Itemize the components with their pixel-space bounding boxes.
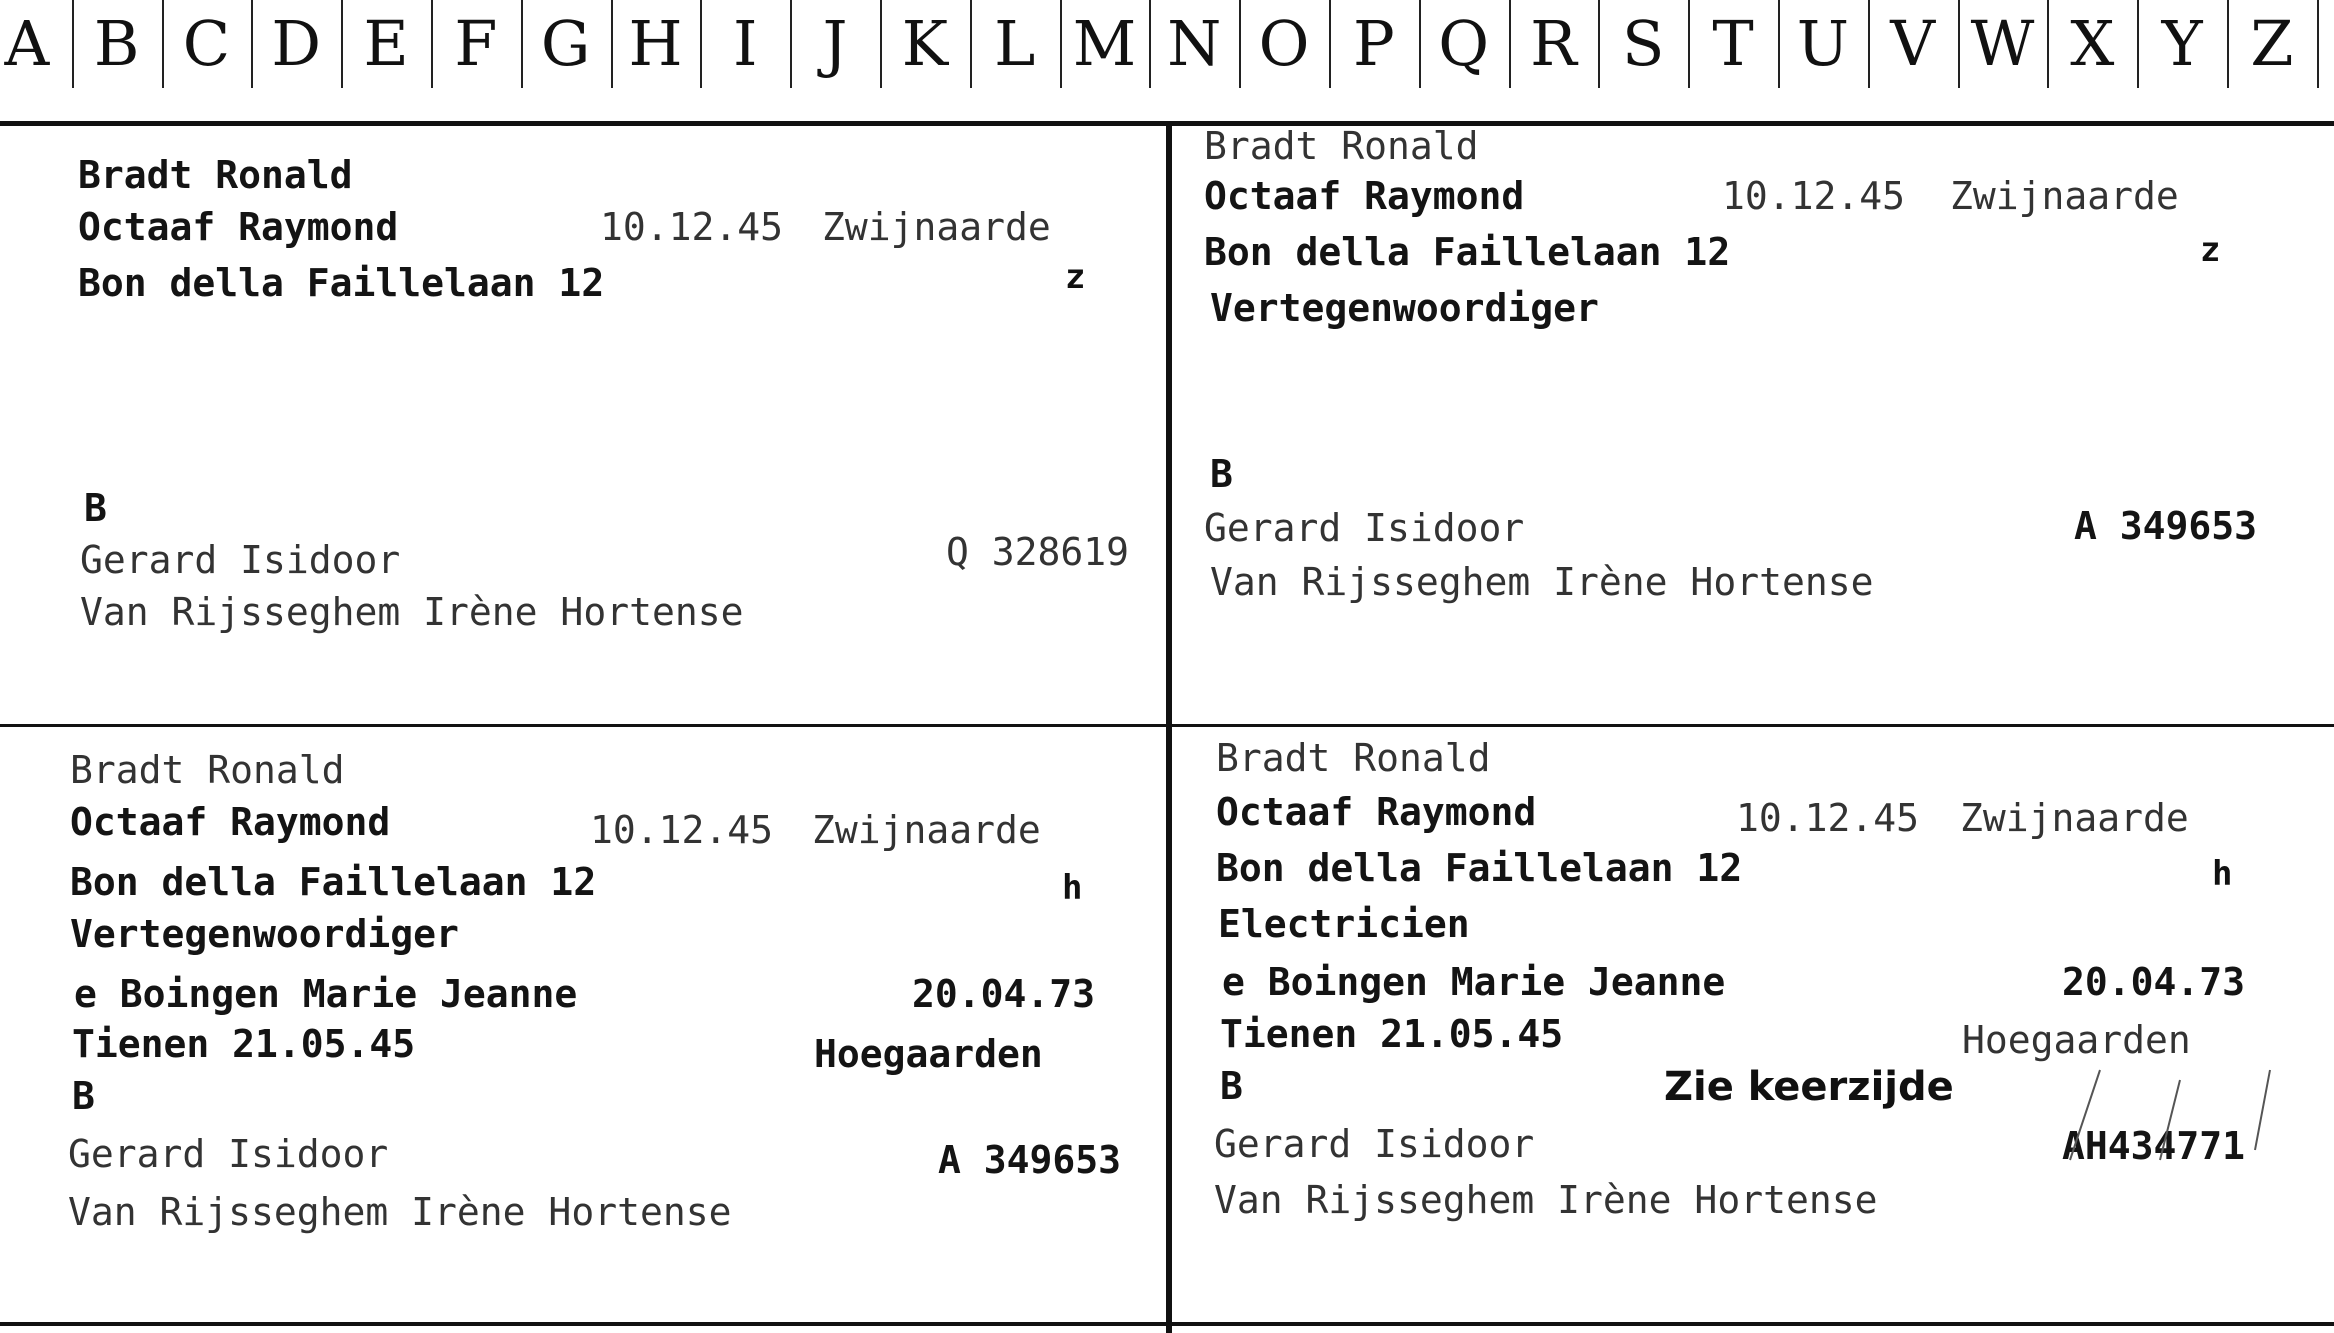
index-letter-h: H	[611, 0, 703, 88]
index-letter-q: Q	[1419, 0, 1511, 88]
profession: Vertegenwoordiger	[70, 912, 459, 956]
given-names: Octaaf Raymond	[70, 800, 391, 844]
birth-date: 10.12.45	[590, 808, 774, 852]
surname: Bradt Ronald	[78, 153, 353, 197]
id-number: A 349653	[938, 1138, 1122, 1182]
surname: Bradt Ronald	[70, 748, 345, 792]
index-letter-a: A	[0, 0, 74, 88]
birth-place: Zwijnaarde	[1960, 796, 2189, 840]
marriage-place: Hoegaarden	[814, 1032, 1043, 1076]
index-letter-o: O	[1239, 0, 1331, 88]
given-names: Octaaf Raymond	[78, 205, 399, 249]
index-letter-b: B	[72, 0, 164, 88]
index-letter-g: G	[521, 0, 613, 88]
index-letter-r: R	[1509, 0, 1601, 88]
index-letter-k: K	[880, 0, 972, 88]
marriage-place: Hoegaarden	[1962, 1018, 2191, 1062]
given-names: Octaaf Raymond	[1216, 790, 1537, 834]
index-letter-p: P	[1329, 0, 1421, 88]
code: B	[72, 1074, 95, 1118]
birth-date: 10.12.45	[1736, 796, 1920, 840]
index-letter-t: T	[1688, 0, 1780, 88]
profession: Vertegenwoordiger	[1210, 286, 1599, 330]
birth-place: Zwijnaarde	[822, 205, 1051, 249]
spouse-date: 20.04.73	[2062, 960, 2246, 1004]
spouse-birth: Tienen 21.05.45	[1220, 1012, 1564, 1056]
index-letter-i: I	[700, 0, 792, 88]
card-mark: h	[1062, 868, 1083, 908]
index-letter-z: Z	[2227, 0, 2319, 88]
address: Bon della Faillelaan 12	[70, 860, 597, 904]
index-letter-x: X	[2047, 0, 2139, 88]
pen-strokes	[2040, 1010, 2300, 1210]
father: Gerard Isidoor	[80, 538, 401, 582]
spouse: e Boingen Marie Jeanne	[74, 972, 578, 1016]
index-letter-e: E	[341, 0, 433, 88]
middle-divider	[0, 724, 2334, 727]
index-letter-d: D	[251, 0, 343, 88]
alphabet-index-bar	[0, 0, 2334, 126]
spouse-date: 20.04.73	[912, 972, 1096, 1016]
id-number: A 349653	[2074, 504, 2258, 548]
center-divider	[1166, 121, 1172, 1333]
mother: Van Rijsseghem Irène Hortense	[80, 590, 744, 634]
address: Bon della Faillelaan 12	[78, 261, 605, 305]
index-letter-y: Y	[2137, 0, 2229, 88]
code: B	[1210, 452, 1233, 496]
card-mark: h	[2212, 854, 2233, 894]
surname: Bradt Ronald	[1216, 736, 1491, 780]
given-names: Octaaf Raymond	[1204, 174, 1525, 218]
bottom-divider	[0, 1322, 2334, 1326]
spouse: e Boingen Marie Jeanne	[1222, 960, 1726, 1004]
father: Gerard Isidoor	[1214, 1122, 1535, 1166]
code: B	[1220, 1064, 1243, 1108]
id-number: Q 328619	[946, 530, 1130, 574]
index-letter-m: M	[1060, 0, 1152, 88]
father: Gerard Isidoor	[1204, 506, 1525, 550]
father: Gerard Isidoor	[68, 1132, 389, 1176]
id-number: AH434771	[2062, 1124, 2246, 1168]
birth-place: Zwijnaarde	[1950, 174, 2179, 218]
index-letter-n: N	[1149, 0, 1241, 88]
address: Bon della Faillelaan 12	[1204, 230, 1731, 274]
card-mark: z	[2200, 230, 2221, 270]
index-letter-f: F	[431, 0, 523, 88]
mother: Van Rijsseghem Irène Hortense	[1214, 1178, 1878, 1222]
birth-date: 10.12.45	[600, 205, 784, 249]
surname: Bradt Ronald	[1204, 124, 1479, 168]
mother: Van Rijsseghem Irène Hortense	[1210, 560, 1874, 604]
mother: Van Rijsseghem Irène Hortense	[68, 1190, 732, 1234]
card-mark: z	[1065, 257, 1086, 297]
profession: Electricien	[1218, 902, 1470, 946]
birth-place: Zwijnaarde	[812, 808, 1041, 852]
zie-keerzijde-stamp: Zie keerzijde	[1664, 1064, 1954, 1110]
birth-date: 10.12.45	[1722, 174, 1906, 218]
index-letter-v: V	[1868, 0, 1960, 88]
index-letter-w: W	[1958, 0, 2050, 88]
index-letter-u: U	[1778, 0, 1870, 88]
spouse-birth: Tienen 21.05.45	[72, 1022, 416, 1066]
address: Bon della Faillelaan 12	[1216, 846, 1743, 890]
code: B	[84, 486, 107, 530]
index-letter-j: J	[790, 0, 882, 88]
index-letter-s: S	[1598, 0, 1690, 88]
index-letter-c: C	[162, 0, 254, 88]
index-letter-l: L	[970, 0, 1062, 88]
